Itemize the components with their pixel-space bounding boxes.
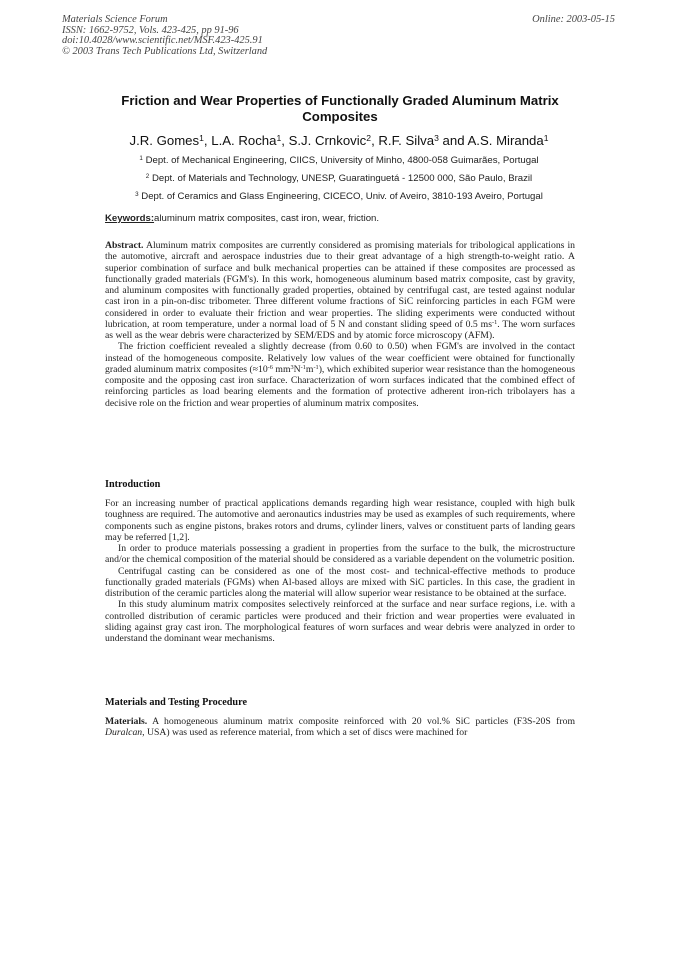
online-date: Online: 2003-05-15 — [532, 14, 615, 25]
materials-label: Materials. — [105, 716, 148, 727]
abstract-paragraph — [105, 341, 575, 409]
abstract-text: . The worn surfaces as well as the wear debris were characterized by SEM/EDS and by atomic force microscopy (AFM). — [105, 318, 575, 341]
keywords-line — [105, 213, 379, 225]
affiliation-list — [60, 152, 618, 206]
body-paragraph: In order to produce materials possessing a gradient in properties from the surface to the bulk, the microstructure and/or the chemical composition of the material should be considered as a variable dependent on the volumetric position. — [105, 543, 575, 566]
affiliation-number: 1 — [139, 155, 143, 163]
abstract-text: m — [305, 363, 314, 375]
abstract-label: Abstract. — [105, 240, 144, 251]
body-paragraph: In this study aluminum matrix composites selectively reinforced at the surface and near surface regions, i.e. with a controlled distribution of ceramic particles were produced and their friction and wear properties were evaluated in sliding against gray cast iron. The morphological features of worn surfaces and wear debris were analyzed in order to understand the dominant wear mechanisms. — [105, 599, 575, 644]
author-separator: and — [438, 133, 468, 148]
author-separator: , — [203, 133, 212, 148]
section-heading-introduction: Introduction — [105, 479, 161, 490]
abstract-text: Aluminum matrix composites are currently considered as promising materials for tribological applications in the automotive, aircraft and aerospace industries due to their great advantage of a high strength-to-weight ratio. A superior combination of surface and bulk mechanical properties can be attained if these composites are processed as functionally graded materials (FGM's). In this work, homogeneous aluminum based matrix composite, cast by gravity, and aluminum composites with functionally graded properties, obtained by centrifugal cast, are tested against nodular cast iron in a pin-on-disc tribometer. Three different volume fractions of SiC reinforcing particles in each FGM were considered in order to evaluate their friction and wear properties. The sliding experiments were conducted without lubrication, at room temperature, under a normal load of 5 N and constant sliding speed of 0.5 ms — [105, 240, 575, 330]
section-heading-materials: Materials and Testing Procedure — [105, 697, 247, 708]
paper-title: Friction and Wear Properties of Functionally Graded Aluminum Matrix Composites — [121, 93, 559, 124]
affiliation — [60, 170, 618, 188]
abstract-text: ), which exhibited superior wear resistance than the homogeneous composite and the opposing cast iron surface. Characterization of worn surfaces indicated that the combined effect of reinforcing particles as load bearing elements and the formation of protective adherent iron-rich tribolayers has a decisive role on the friction and wear properties of aluminum matrix composites. — [105, 363, 575, 409]
author-list — [60, 133, 618, 149]
affiliation — [60, 188, 618, 206]
journal-name: Materials Science Forum — [62, 14, 168, 25]
brand-name: Duralcan — [105, 727, 143, 739]
author: L.A. Rocha — [211, 133, 277, 148]
author-separator: , — [281, 133, 289, 148]
abstract-paragraph — [105, 240, 575, 341]
author-affil-number: 1 — [276, 133, 282, 144]
superscript: -1 — [313, 363, 319, 371]
author: A.S. Miranda — [467, 133, 544, 148]
affiliation — [60, 152, 618, 170]
keywords-text: aluminum matrix composites, cast iron, wear, friction. — [154, 213, 380, 224]
issn-line: ISSN: 1662-9752, Vols. 423-425, pp 91-96 — [62, 24, 239, 36]
abstract-text: N — [293, 363, 301, 375]
superscript: -6 — [267, 363, 273, 371]
author: J.R. Gomes — [129, 133, 200, 148]
author-affil-number: 1 — [199, 133, 204, 144]
keywords-label: Keywords: — [105, 213, 155, 224]
affiliation-text: Dept. of Mechanical Engineering, CIICS, University of Minho, 4800-058 Guimarães, Portugal — [145, 155, 539, 166]
abstract — [105, 240, 575, 409]
superscript: -1 — [491, 318, 498, 326]
affiliation-text: Dept. of Materials and Technology, UNESP, Guaratinguetá - 12500 000, São Paulo, Brazil — [151, 173, 533, 184]
author-affil-number: 3 — [434, 133, 439, 144]
body-paragraph: Centrifugal casting can be considered as one of the most cost- and technical-effective methods to produce functionally graded materials (FGMs) when Al-based alloys are mixed with SiC particles. In this case, the gradient in distribution of the ceramic particles along the material will allow superior wear resistance to be obtained at the surface. — [105, 565, 575, 599]
publication-info — [62, 15, 267, 57]
affiliation-number: 2 — [145, 173, 150, 181]
abstract-text: mm — [272, 363, 291, 375]
author: R.F. Silva — [378, 133, 435, 148]
affiliation-number: 3 — [135, 191, 139, 199]
materials-body — [105, 716, 575, 739]
author: S.J. Crnkovic — [288, 133, 367, 148]
body-text: , USA) was used as reference material, from which a set of discs were machined for — [142, 727, 468, 739]
author-separator: , — [371, 133, 379, 148]
affiliation-text: Dept. of Ceramics and Glass Engineering, CICECO, Univ. of Aveiro, 3810-193 Aveiro, Portugal — [141, 191, 543, 202]
author-affil-number: 1 — [543, 133, 549, 144]
superscript: 3 — [290, 363, 294, 371]
abstract-text: The friction coefficient revealed a slightly decrease (from 0.60 to 0.50) when FGM's are involved in the contact instead of the homogeneous composite. Relatively low values of the wear coefficient were obtained for functionally graded aluminum matrix composites (≈10 — [105, 341, 575, 375]
body-text: A homogeneous aluminum matrix composite reinforced with 20 vol.% SiC particles (F3S-20S from — [147, 716, 575, 727]
superscript: -1 — [300, 363, 306, 371]
copyright-line: © 2003 Trans Tech Publications Ltd, Switzerland — [62, 45, 268, 57]
body-paragraph — [105, 716, 575, 739]
doi-line: doi:10.4028/www.scientific.net/MSF.423-425.91 — [62, 35, 263, 46]
introduction-body — [105, 498, 575, 644]
body-paragraph: For an increasing number of practical applications demands regarding high wear resistance, coupled with high bulk toughness are required. The automotive and aeronautics industries may be used as examples of such requirements, where components such as engine pistons, brakes rotors and drums, cylinder liners, valves or constituent parts of landing gears may be referred [1,2]. — [105, 498, 575, 543]
author-affil-number: 2 — [366, 133, 372, 144]
